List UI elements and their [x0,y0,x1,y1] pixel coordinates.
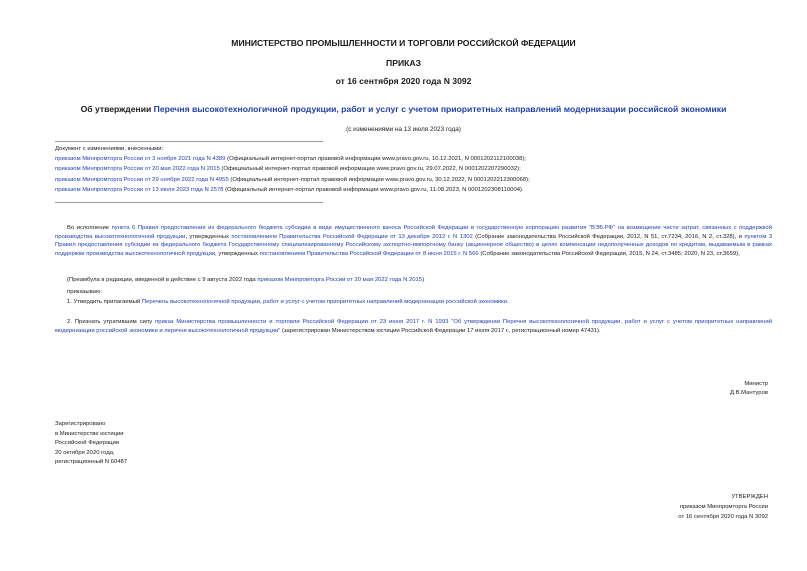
approval-line: УТВЕРЖДЕН [731,494,768,500]
clause-text: . [507,299,509,305]
registration-line: Зарегистрировано [55,421,106,427]
order-1993-link[interactable]: приказ Министерства промышленности и торговли Российской Федерации от 23 июня 2017 г. N 1993 "Об утверждении Перечня высокотехнологичной продукции, работ и услуг с учетом приоритетных направлений модернизации российской экономики и перечня высокотехнологичной продукции" [55,319,772,334]
change-link[interactable]: приказом Минпромторга России от 3 ноября 2021 года N 4389 [55,156,226,163]
registration-line: Российской Федерации [55,440,120,447]
list-link[interactable]: Перечень высокотехнологичной продукции, работ и услуг с учетом приоритетных направлений модернизации российской экономики [141,299,508,305]
changes-list [55,144,775,195]
resolution-1302-link[interactable]: постановлением Правительства Российской Федерации от 13 декабря 2012 г. N 1302 [231,233,473,240]
clause-text: (зарегистрирован Министерством юстиции Российской Федерации 17 июля 2017 г., регистрационный номер 47431). [280,327,601,334]
change-text: (Официальный интернет-портал правовой информации www.pravo.gov.ru, 11.08.2023, N 0001202308110004). [223,186,524,193]
registration-line: в Министерстве юстиции [55,430,124,437]
registration-block [55,420,255,468]
order-2015-link[interactable]: приказом Минпромторга России от 20 мая 2022 года N 2015 [257,277,423,283]
change-text: (Официальный интернет-портал правовой информации www.pravo.gov.ru, 29.07.2022, N 0001202207290032); [219,166,521,173]
preamble-text: (Собрание законодательства Российской Федерации, 2012, N 51, ст.7234; 2016, N 2, ст.328), и [472,233,745,240]
preamble-text: , утвержденных [215,250,260,257]
change-item [55,154,775,164]
preamble-text: , утвержденных [185,233,232,240]
clause-1 [67,298,772,307]
change-text: (Официальный интернет-портал правовой информации www.pravo.gov.ru, 10.12.2021, N 0001202112100038); [225,156,527,163]
preamble-text: Во исполнение [67,225,112,231]
approval-block [560,492,768,522]
preamble-text: (Собрание законодательства Российской Федерации, 2015, N 24, ст.3485; 2020, N 23, ст.3659), [478,250,740,257]
change-link[interactable]: приказом Минпромторга России от 20 мая 2022 года N 2015 [55,166,220,173]
clause-text: 2. Признать утратившим силу [67,319,156,325]
change-item [55,185,775,195]
registration-line: регистрационный N 60487 [55,459,128,466]
registration-line: 20 октября 2020 года, [55,449,115,456]
divider-bottom [55,202,323,203]
changes-intro: Документ с изменениями, внесенными: [55,146,164,152]
clause-2 [55,318,772,335]
rules-point3-link[interactable]: пунктом 3 Правил предоставления субсидии из федерального бюджета Государственному специализированному Российскому экспортно-импортному банку (акционерное общество) в целях компенсации недополученных доходов по кредитам, выдаваемым в рамках поддержки производства высокотехнологичной продукции [55,233,772,257]
document-date: от 16 сентября 2020 года N 3092 [335,76,472,86]
title-prefix: Об утверждении [80,104,154,114]
order-word: приказываю: [67,289,103,295]
approval-line: от 16 сентября 2020 года N 3092 [678,514,768,520]
divider-top [55,141,323,142]
change-item [55,175,775,185]
rules-point6-link[interactable]: пункта 6 Правил предоставления из федерального бюджета субсидии в виде имущественного взноса Российской Федерации в государственную корпорацию развития "ВЭБ.РФ" на возмещение части затрат, связанных с поддержкой производства высокотехнологичной продукции [55,225,772,240]
signature-block [560,380,768,397]
signer-position: Министр [744,381,768,387]
change-link[interactable]: приказом Минпромторга России от 29 ноября 2022 года N 4955 [55,176,229,183]
edit-note-text: (Преамбула в редакции, введенной в действие с 9 августа 2022 года [67,277,258,283]
title-link[interactable]: Перечня высокотехнологичной продукции, работ и услуг с учетом приоритетных направлений модернизации российской экономики [153,104,727,114]
change-item [55,164,775,174]
change-text: (Официальный интернет-портал правовой информации www.pravo.gov.ru, 30.12.2022, N 0001202212300068); [228,176,530,183]
document-type: ПРИКАЗ [386,58,421,68]
change-link[interactable]: приказом Минпромторга России от 13 июля 2023 года N 2578 [55,186,224,193]
document-title [0,104,807,114]
resolution-566-link[interactable]: постановлением Правительства Российской Федерации от 8 июня 2015 г. N 566 [259,250,479,257]
revision-note: (с изменениями на 13 июля 2023 года) [346,126,461,133]
approval-line: приказом Минпромторга России [679,504,768,510]
preamble-paragraph [55,224,772,258]
clause-text: 1. Утвердить прилагаемый [67,299,142,305]
signer-name: Д.В.Мантуров [729,389,768,396]
preamble-edit-note [67,276,772,285]
ministry-heading: МИНИСТЕРСТВО ПРОМЫШЛЕННОСТИ И ТОРГОВЛИ РОССИЙСКОЙ ФЕДЕРАЦИИ [231,38,576,48]
edit-note-text: ) [422,277,425,283]
